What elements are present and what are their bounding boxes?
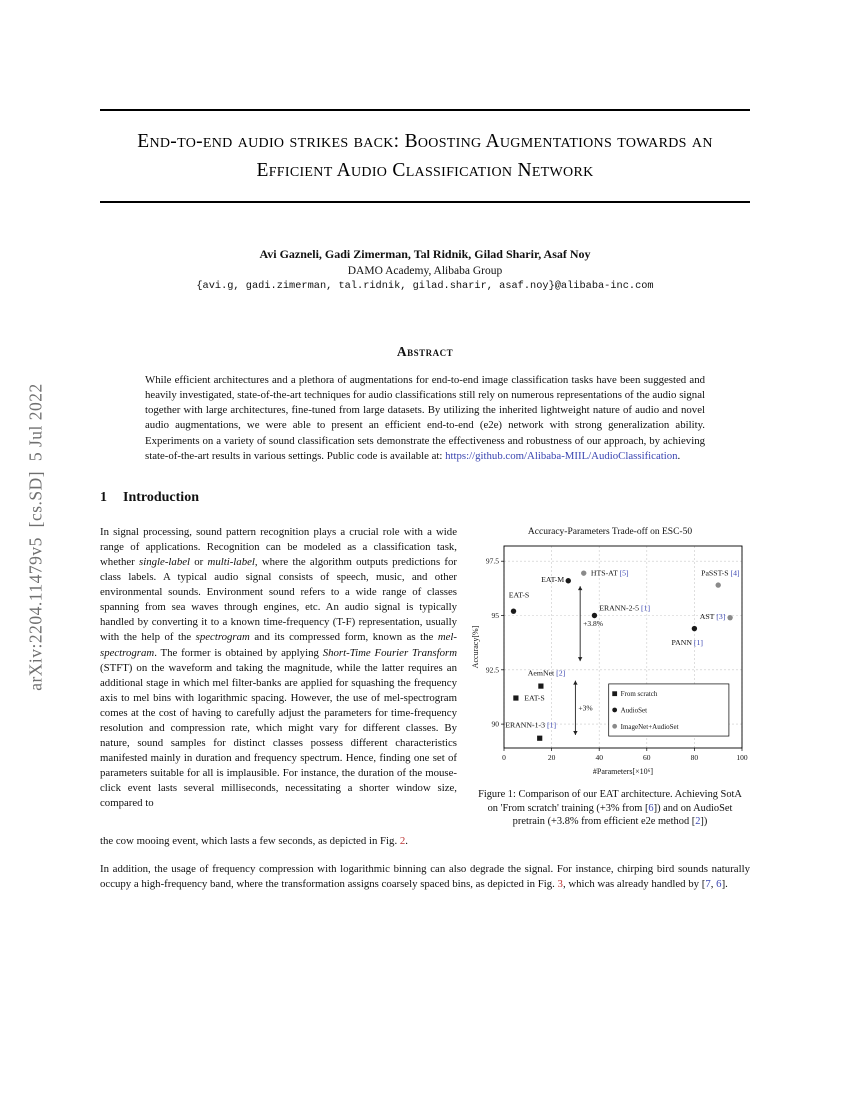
text-segment: , where the algorithm outputs predictions for class labels. A typical audio signal consists of speech, music, and other environmental sounds. Environment sound refers to a wide range of classes spanning from sea waves through engines, etc. An audio signal is typically handled by converting it to a known time-frequency (T-F) representation, usually with the help of the xyxy=(100,555,457,644)
x-tick-label: 60 xyxy=(643,752,651,762)
scatter-point xyxy=(538,683,543,688)
text-segment: mel-spectrogram xyxy=(100,631,457,659)
legend-marker xyxy=(612,707,617,712)
y-tick-label: 90 xyxy=(491,719,499,729)
scatter-point xyxy=(566,578,571,583)
legend-label: ImageNet+AudioSet xyxy=(620,722,679,731)
text-segment: single-label xyxy=(139,555,191,568)
text-segment: . xyxy=(405,835,408,848)
text-segment: ]. xyxy=(721,878,728,891)
text-segment: or xyxy=(190,555,208,568)
x-tick-label: 40 xyxy=(595,752,603,762)
x-tick-label: 100 xyxy=(736,752,748,762)
point-label: ERANN-2-5 [1] xyxy=(599,603,651,613)
figure1-caption xyxy=(470,788,750,829)
author-line: Avi Gazneli, Gadi Zimerman, Tal Ridnik, Gilad Sharir, Asaf Noy xyxy=(259,247,591,262)
section-number: 1 xyxy=(100,489,107,505)
title-rule-top xyxy=(100,109,750,111)
x-tick-label: 0 xyxy=(502,752,506,762)
figure-1 xyxy=(470,525,750,829)
external-link[interactable]: https://github.com/Alibaba-MIIL/AudioClassification xyxy=(445,449,678,462)
figure-ref[interactable]: 3 xyxy=(557,878,563,891)
affiliation: DAMO Academy, Alibaba Group xyxy=(347,265,503,278)
text-segment: ]) xyxy=(700,816,708,828)
text-segment: , which was already handled by [ xyxy=(562,878,706,891)
scatter-point xyxy=(513,695,518,700)
author-emails: {avi.g, gadi.zimerman, tal.ridnik, gilad.sharir, asaf.noy}@alibaba-inc.com xyxy=(196,280,654,293)
y-axis-label: Accuracy[%] xyxy=(471,625,480,669)
point-label: ERANN-1-3 [1] xyxy=(505,720,557,730)
citation-ref[interactable]: 7 xyxy=(705,878,711,891)
legend-label: From scratch xyxy=(620,689,658,698)
intro-paragraph-2 xyxy=(100,862,750,892)
text-segment: While efficient architectures and a plethora of augmentations for end-to-end image classification tasks have been suggested and heavily investigated, state-of-the-art techniques for audio classifications still rely on numerous representations of the audio signal together with large architectures, fine-tuned from large datasets. By utilizing the inherited lightweight nature of audio and novel audio augmentations, we were able to present an efficient end-to-end (e2e) network with strong generalization ability. Experiments on a variety of sound classification sets demonstrate the effectiveness and robustness of our approach, by achieving state-of-the-art results in various settings. Public code is available at: xyxy=(145,374,705,462)
y-tick-label: 95 xyxy=(491,610,499,620)
scatter-point xyxy=(537,735,542,740)
scatter-point xyxy=(727,615,732,620)
arrowhead xyxy=(573,680,577,684)
text-segment: In addition, the usage of frequency compression with logarithmic binning can also degrade the signal. For instance, chirping bird sounds naturally occupy a high-frequency band, where the transformation assigns coarsely spaced bins, as depicted in Fig. xyxy=(100,863,750,891)
arrow-label: +3% xyxy=(578,703,593,713)
scatter-point xyxy=(692,626,697,631)
text-segment: (STFT) on the waveform and taking the magnitude, while the latter requires an additional stage in which mel filter-banks are applied for squashing the frequency axis to mel bins with logarithmic spacing. However, the use of mel-spectrogram comes at the cost of having to carefully adjust the parameters for time-frequency resolution and compression rate, which might vary for different classes. By nature, sound samples for distinct classes possess different characteristics manifested mainly in duration and frequency spectrum. Hence, finding one set of parameters suitable for all is implausible. For instance, the duration of the mouse-click event lasts several milliseconds, necessitating a shorter window size, compared to xyxy=(100,661,457,810)
point-label: EAT-S xyxy=(508,590,530,600)
figure-ref[interactable]: 2 xyxy=(399,835,406,848)
text-segment: Short-Time Fourier Transform xyxy=(322,646,457,659)
scatter-point xyxy=(716,582,721,587)
abstract-heading: Abstract xyxy=(396,344,454,360)
scatter-point xyxy=(581,570,586,575)
point-label: PANN [1] xyxy=(671,637,704,647)
legend-label: AudioSet xyxy=(620,706,648,715)
abstract-text xyxy=(145,373,705,464)
point-label: AST [3] xyxy=(699,611,726,621)
text-segment: . xyxy=(677,449,681,462)
point-label: AemNet [2] xyxy=(527,668,566,678)
y-tick-label: 92.5 xyxy=(485,665,499,675)
y-tick-label: 97.5 xyxy=(485,556,499,566)
scatter-point xyxy=(511,608,516,613)
point-label: EAT-M xyxy=(541,574,565,584)
citation-ref[interactable]: 2 xyxy=(695,816,701,828)
figure1-scatter-chart xyxy=(470,540,750,778)
text-segment: multi-label xyxy=(207,555,255,568)
two-column-region xyxy=(100,525,750,829)
x-tick-label: 80 xyxy=(690,752,699,762)
section-title: Introduction xyxy=(123,489,199,505)
title-rule-bottom xyxy=(100,201,750,203)
text-segment: and its compressed form, known as the xyxy=(249,631,438,644)
arrowhead xyxy=(578,657,582,661)
citation-ref[interactable]: 6 xyxy=(648,802,654,814)
intro-continuation xyxy=(100,834,750,849)
text-segment: the cow mooing event, which lasts a few seconds, as depicted in Fig. xyxy=(100,835,400,848)
x-axis-label: #Parameters[×10⁶] xyxy=(592,766,654,776)
arrowhead xyxy=(578,586,582,590)
arrowhead xyxy=(573,731,577,735)
paper-title: End-to-end audio strikes back: Boosting Augmentations towards an Efficient Audio Classification Network xyxy=(137,131,713,182)
legend-marker xyxy=(612,691,617,696)
section-1-heading xyxy=(100,490,750,506)
intro-paragraph xyxy=(100,525,457,829)
scatter-point xyxy=(592,613,597,618)
legend-marker xyxy=(612,724,617,729)
citation-ref[interactable]: 6 xyxy=(716,878,722,891)
text-segment: ]) and on AudioSet pretrain (+3.8% from efficient e2e method [ xyxy=(512,802,733,828)
arxiv-watermark: arXiv:2204.11479v5 [cs.SD] 5 Jul 2022 xyxy=(25,383,46,691)
paper-content xyxy=(100,0,750,892)
point-label: EAT-S xyxy=(524,693,545,703)
point-label: PaSST-S [4] xyxy=(701,568,740,578)
text-segment: Figure 1: Comparison of our EAT architecture. Achieving SotA on 'From scratch' training (+3% from [ xyxy=(478,788,742,814)
chart-title: Accuracy-Parameters Trade-off on ESC-50 xyxy=(527,526,693,537)
arrow-label: +3.8% xyxy=(583,618,604,628)
x-tick-label: 20 xyxy=(547,752,556,762)
text-segment: , xyxy=(710,878,717,891)
text-segment: In signal processing, sound pattern recognition plays a crucial role with a wide range of applications. Recognition can be modeled as a classification task, whether xyxy=(100,525,457,568)
text-segment: spectrogram xyxy=(195,631,250,644)
text-segment: . The former is obtained by applying xyxy=(154,646,323,659)
point-label: HTS-AT [5] xyxy=(590,568,629,578)
